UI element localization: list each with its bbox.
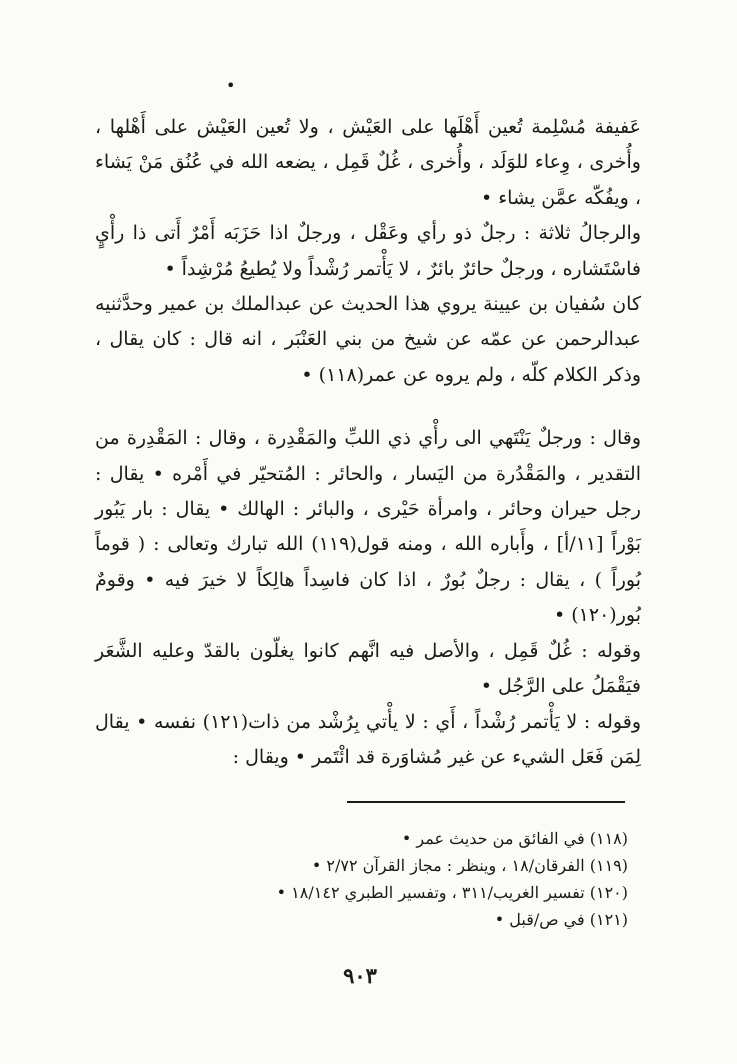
top-dot-mark: •	[226, 76, 236, 95]
paragraph-5: وقوله : غُلٌ قَمِل ، والأصل فيه انَّهم كانوا يغلّون بالقدّ وعليه الشَّعَر فيَقْمَلُ على الرَّجُل •	[95, 639, 641, 698]
paragraph-2: والرجالُ ثلاثة : رجلٌ ذو رأي وعَقْل ، ورجلٌ اذا حَزَبَه أَمْرٌ أَتى ذا رأْيٍ فاسْتَشاره ، ورجلٌ حائرٌ بائرٌ ، لا يَأْتمر رُشْداً ولا يُطيعُ مُرْشِداً •	[95, 222, 641, 280]
footnote-118: (١١٨) في الفائق من حديث عمر •	[401, 829, 628, 848]
page-number: ٩٠٣	[343, 963, 377, 988]
footnote-119: (١١٩) الفرقان/١٨ ، وينظر : مجاز القرآن ٢/٧٢ •	[311, 856, 628, 875]
main-text	[95, 110, 641, 775]
footnote-separator	[347, 801, 625, 803]
paragraph-3: كان سُفيان بن عيينة يروي هذا الحديث عن عبدالملك بن عمير وحدَّثنيه عبدالرحمن عن عمّه عن شيخ من بني العَنْبَر ، انه قال : كان يقال ، وذكر الكلام كلّه ، ولم يروه عن عمر(١١٨) •	[95, 293, 641, 386]
paragraph-6: وقوله : لا يَأْتمر رُشْداً ، أَي : لا يأْتي بِرُشْد من ذات(١٢١) نفسه • يقال لِمَن فَعَل الشيء عن غير مُشاوَرة قد ائْتَمر • ويقال :	[95, 710, 641, 768]
footnotes	[150, 825, 628, 933]
paragraph-4: وقال : ورجلٌ يَنْتَهي الى رأْي ذي اللبِّ والمَقْدِرة ، وقال : المَقْدِرة من التقدير ، والمَقْدُرة من اليَسار ، والحائر : المُتحيّر في أَمْره • يقال : رجل حيران وحائر ، وامرأة حَيْرى ، والبائر : الهالك • يقال : بار يَبُور بَوْراً [١١/أ] ، وأَباره الله ، ومنه قول(١١٩) الله تبارك وتعالى : ( قوماً بُوراً ) ، يقال : رجلٌ بُورٌ ، اذا كان فاسِداً هالِكاً لا خيرَ فيه • وقومٌ بُور(١٢٠) •	[95, 427, 641, 627]
footnote-121: (١٢١) في ص/قبل •	[494, 910, 628, 929]
paragraph-1: عَفيفة مُسْلِمة تُعين أَهْلَها على العَيْش ، ولا تُعين العَيْش على أَهْلها ، وأُخرى ، وِعاء للوَلَد ، وأُخرى ، غُلٌ قَمِل ، يضعه الله في عُنُق مَنْ يَشاء ، ويفُكّه عمَّن يشاء •	[95, 116, 641, 209]
footnote-120: (١٢٠) تفسير الغريب/٣١١ ، وتفسير الطبري ١٨/١٤٢ •	[276, 883, 628, 902]
